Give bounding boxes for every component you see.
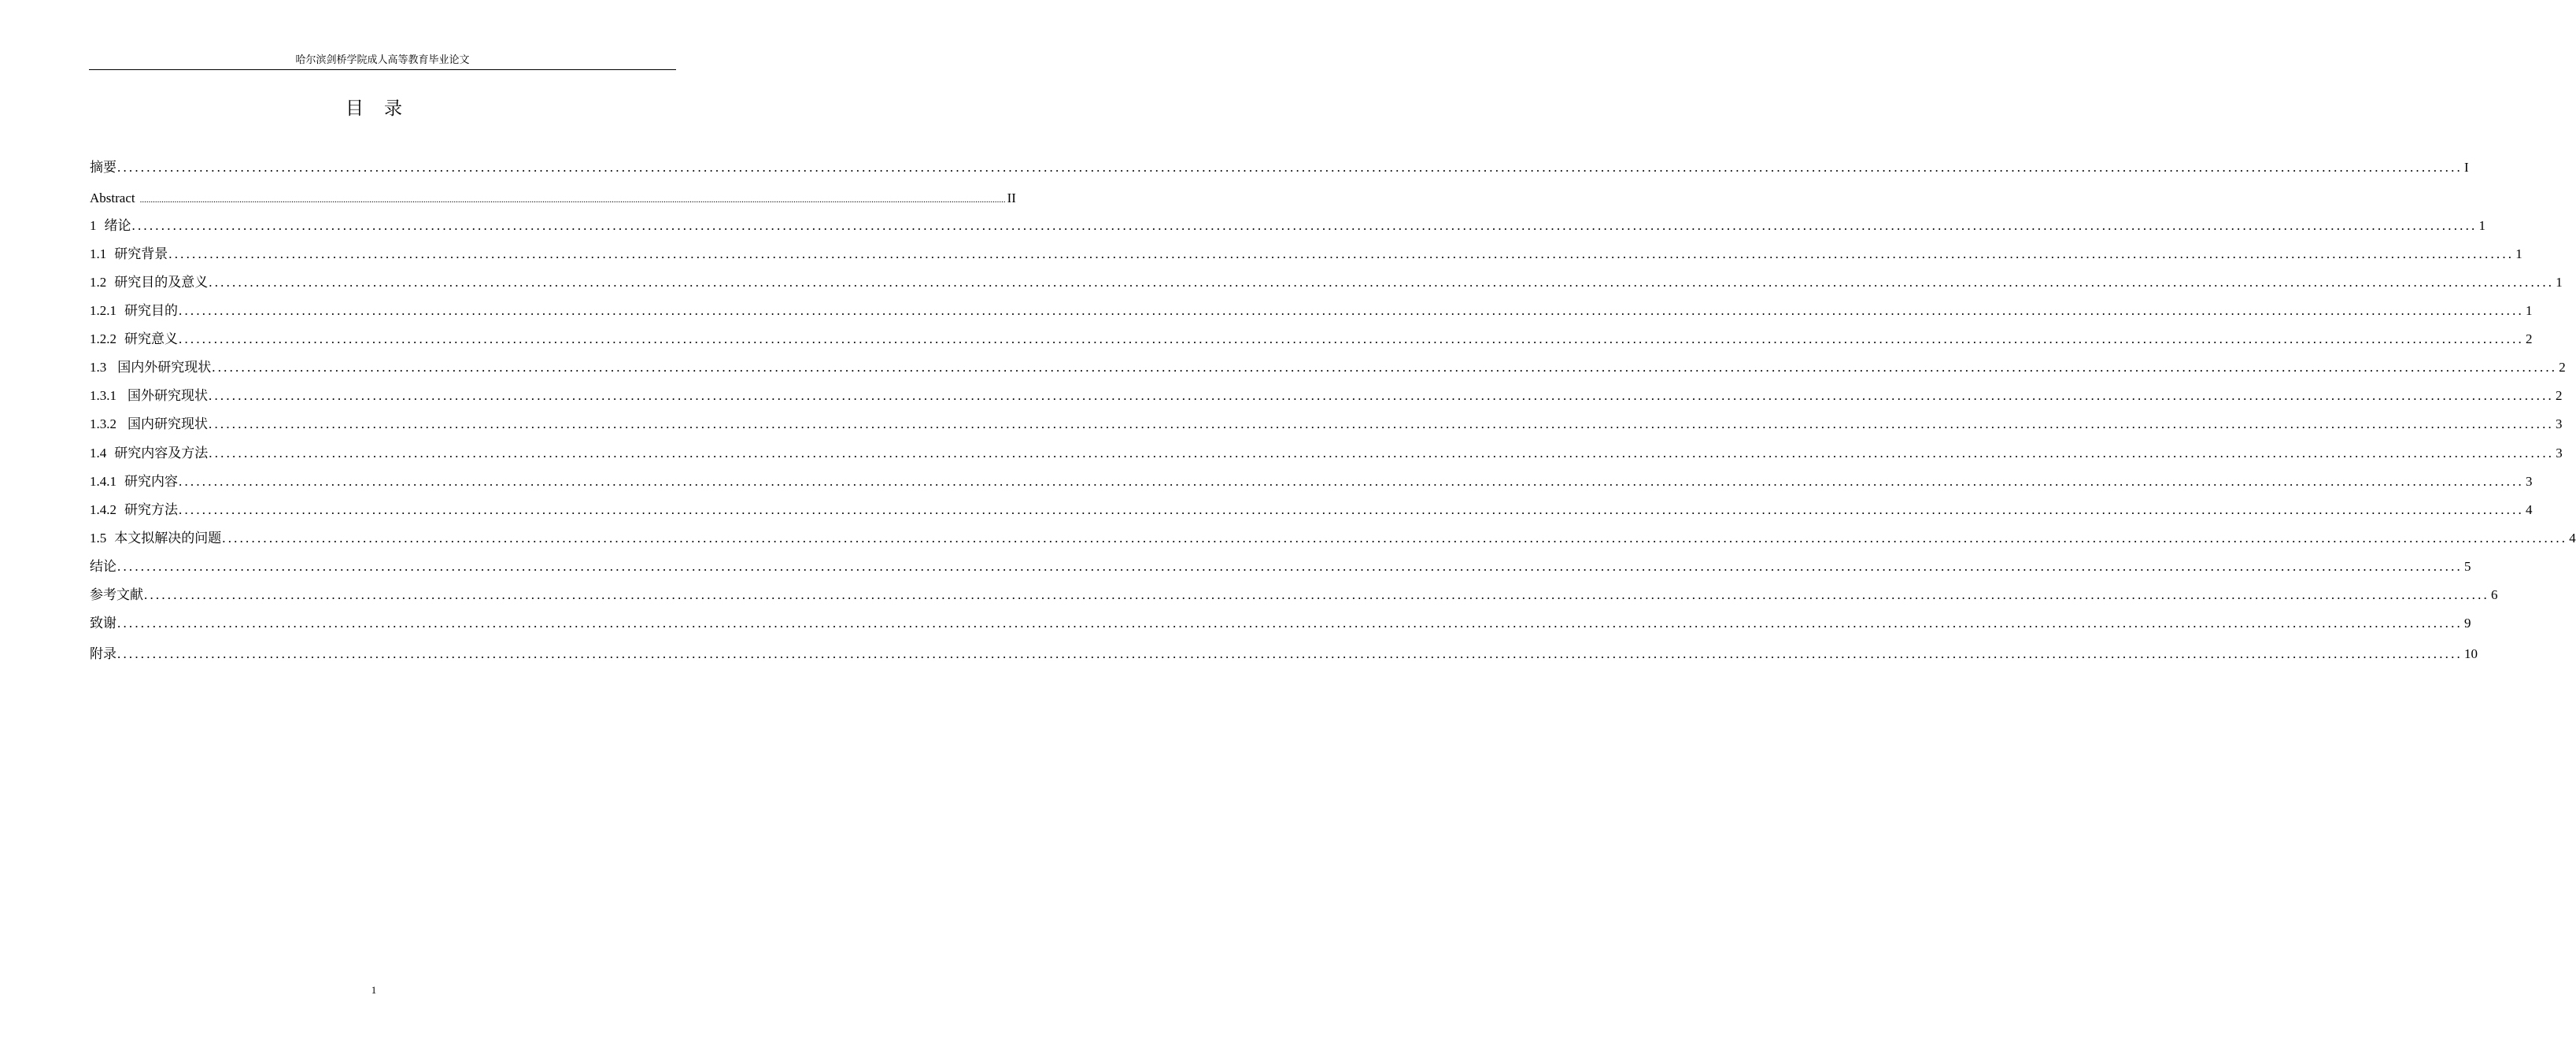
toc-entry-number: 1.2 <box>90 275 107 290</box>
toc-entry-label <box>90 245 168 264</box>
toc-entry-label <box>90 586 143 605</box>
toc-leader-dots: ................................................................................................................................................................................................................................................................................................................................................................................................................ <box>209 416 2554 431</box>
toc-leader-dots: ................................................................................................................................................................................................................................................................................................................................................................................................................ <box>179 474 2524 489</box>
toc-entry-title: 参考文献 <box>90 587 143 602</box>
toc-entry-label <box>90 273 208 292</box>
toc-entry-number: 1.3 <box>90 360 107 375</box>
toc-entry-title: 附录 <box>90 646 116 661</box>
toc-leader-dots: ................................................................................................................................................................................................................................................................................................................................................................................................................ <box>117 559 2463 574</box>
toc-entry-1-2[interactable] <box>90 273 2563 292</box>
toc-entry-1[interactable] <box>90 216 2485 235</box>
toc-entry-label <box>90 557 116 576</box>
toc-entry-page: 4 <box>2569 531 2576 546</box>
toc-entry-title: 摘要 <box>90 160 116 175</box>
toc-entry-label <box>90 415 208 434</box>
toc-entry-page: 3 <box>2556 416 2563 431</box>
toc-entry-number: 1.1 <box>90 246 107 261</box>
toc-entry-number: 1.3.2 <box>90 416 116 431</box>
toc-entry-label <box>90 645 116 664</box>
toc-entry-conclusion[interactable] <box>90 557 2471 576</box>
toc-entry-title: 国内外研究现状 <box>117 360 212 375</box>
toc-entry-label <box>90 330 178 349</box>
toc-entry-title: 研究方法 <box>124 502 178 517</box>
toc-leader-dots: ................................................................................................................................................................................................................................................................................................................................................................................................................ <box>212 360 2558 375</box>
toc-entry-number: 1.4.1 <box>90 474 116 489</box>
toc-entry-1-4[interactable] <box>90 444 2563 463</box>
toc-entry-title: 研究目的及意义 <box>114 275 209 290</box>
toc-entry-title: Abstract <box>90 191 135 205</box>
toc-entry-number: 1.5 <box>90 531 107 546</box>
toc-entry-page: 2 <box>2559 360 2566 375</box>
toc-entry-page: 5 <box>2464 559 2471 574</box>
toc-entry-page: II <box>1007 191 1016 205</box>
toc-entry-number: 1.2.2 <box>90 331 116 346</box>
toc-entry-acknowledgements[interactable] <box>90 614 2471 633</box>
toc-entry-page: 10 <box>2464 646 2478 661</box>
toc-entry-abstract-en[interactable] <box>90 189 1016 208</box>
toc-entry-1-2-1[interactable] <box>90 301 2533 320</box>
toc-entry-1-3-2[interactable] <box>90 415 2563 434</box>
toc-entry-title: 研究内容 <box>124 474 178 489</box>
toc-entry-appendix[interactable] <box>90 645 2478 664</box>
toc-entry-title: 致谢 <box>90 616 116 631</box>
toc-entry-number: 1.4.2 <box>90 502 116 517</box>
toc-leader-dots: ................................................................................................................................................................................................................................................................................................................................................................................................................ <box>179 331 2524 346</box>
toc-entry-page: 4 <box>2526 502 2533 517</box>
toc-leader-dots: ................................................................................................................................................................................................................................................................................................................................................................................................................ <box>117 646 2463 661</box>
toc-entry-page: 1 <box>2515 246 2522 261</box>
toc-leader-dots: ................................................................................................................................................................................................................................................................................................................................................................................................................ <box>179 303 2524 318</box>
toc-entry-page: 2 <box>2556 388 2563 403</box>
toc-entry-abstract-cn[interactable] <box>90 158 2469 177</box>
page-number-text: 1 <box>371 984 377 996</box>
toc-entry-label <box>90 216 131 235</box>
toc-entry-page: 3 <box>2556 446 2563 461</box>
toc-entry-title: 研究目的 <box>124 303 178 318</box>
toc-entry-label <box>90 444 208 463</box>
toc-entry-label <box>90 614 116 633</box>
toc-entry-1-5[interactable] <box>90 529 2576 548</box>
toc-entry-references[interactable] <box>90 586 2498 605</box>
toc-entry-number: 1.3.1 <box>90 388 116 403</box>
toc-leader-dots: ................................................................................................................................................................................................................................................................................................................................................................................................................ <box>117 616 2463 631</box>
toc-entry-title: 研究背景 <box>114 246 168 261</box>
running-header-title: 哈尔滨剑桥学院成人高等教育毕业论文 <box>295 54 470 65</box>
toc-leader-dots: ................................................................................................................................................................................................................................................................................................................................................................................................................ <box>209 275 2555 290</box>
toc-entry-title: 本文拟解决的问题 <box>114 531 222 546</box>
toc-entry-title: 国外研究现状 <box>128 388 208 403</box>
toc-entry-1-4-1[interactable] <box>90 472 2533 491</box>
toc-leader-dots: ................................................................................................................................................................................................................................................................................................................................................................................................................ <box>209 388 2554 403</box>
toc-title-char-2: 录 <box>384 98 402 119</box>
toc-entry-number: 1 <box>90 218 97 233</box>
toc-entry-title: 国内研究现状 <box>128 416 208 431</box>
toc-leader-dots: ................................................................................................................................................................................................................................................................................................................................................................................................................ <box>168 246 2515 261</box>
toc-leader-dots: ................................................................................................................................................................................................................................................................................................................................................................................................................ <box>209 446 2555 461</box>
toc-entry-page: I <box>2464 160 2469 175</box>
toc-entry-page: 9 <box>2464 616 2471 631</box>
page-number <box>0 983 748 997</box>
toc-entry-label <box>90 387 208 405</box>
toc-entry-1-2-2[interactable] <box>90 330 2533 349</box>
toc-entry-title: 研究意义 <box>124 331 178 346</box>
toc-entry-1-4-2[interactable] <box>90 501 2533 520</box>
table-of-contents <box>90 0 2576 708</box>
toc-entry-1-3-1[interactable] <box>90 387 2563 405</box>
toc-entry-label <box>90 358 211 377</box>
toc-leader-dots: ................................................................................................................................................................................................................................................................................................................................................................................................................ <box>139 195 1006 205</box>
toc-entry-title: 结论 <box>90 559 116 574</box>
toc-leader-dots: ................................................................................................................................................................................................................................................................................................................................................................................................................ <box>179 502 2524 517</box>
toc-entry-label <box>90 501 178 520</box>
toc-entry-number: 1.2.1 <box>90 303 116 318</box>
toc-entry-1-1[interactable] <box>90 245 2522 264</box>
toc-entry-label <box>90 189 135 208</box>
toc-entry-page: 2 <box>2526 331 2533 346</box>
toc-title-char-1: 目 <box>346 98 364 119</box>
toc-entry-page: 3 <box>2526 474 2533 489</box>
toc-leader-dots: ................................................................................................................................................................................................................................................................................................................................................................................................................ <box>131 218 2478 233</box>
toc-leader-dots: ................................................................................................................................................................................................................................................................................................................................................................................................................ <box>117 160 2463 175</box>
toc-entry-title: 研究内容及方法 <box>114 446 209 461</box>
toc-entry-label <box>90 472 178 491</box>
toc-entry-page: 1 <box>2556 275 2563 290</box>
toc-entry-label <box>90 158 116 177</box>
toc-entry-page: 1 <box>2478 218 2485 233</box>
toc-entry-page: 1 <box>2526 303 2533 318</box>
toc-leader-dots: ................................................................................................................................................................................................................................................................................................................................................................................................................ <box>222 531 2568 546</box>
toc-entry-label <box>90 529 221 548</box>
toc-entry-1-3[interactable] <box>90 358 2566 377</box>
toc-entry-number: 1.4 <box>90 446 107 461</box>
toc-leader-dots: ................................................................................................................................................................................................................................................................................................................................................................................................................ <box>144 587 2489 602</box>
toc-entry-page: 6 <box>2491 587 2498 602</box>
toc-entry-title: 绪论 <box>104 218 131 233</box>
toc-entry-label <box>90 301 178 320</box>
